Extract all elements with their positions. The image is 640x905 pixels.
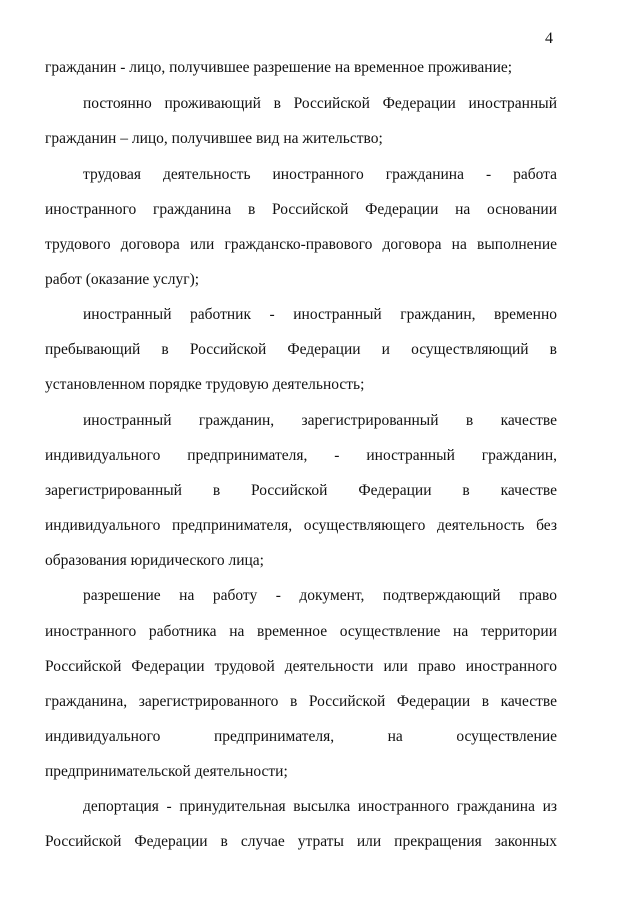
text-line: индивидуального предпринимателя, - иностранный гражданин, [45,447,557,464]
page-number: 4 [545,30,553,47]
text-line: иностранного гражданина в Российской Федерации на основании [45,201,557,218]
text-line: Российской Федерации трудовой деятельности или право иностранного [45,658,557,675]
text-line: работ (оказание услуг); [45,271,200,288]
text-line: иностранного работника на временное осуществление на территории [45,623,557,640]
paragraph-start-line: постоянно проживающий в Российской Федерации иностранный [83,95,557,112]
text-line: пребывающий в Российской Федерации и осуществляющий в [45,341,557,358]
text-line: предпринимательской деятельности; [45,763,288,780]
paragraph-start-line: депортация - принудительная высылка иностранного гражданина из [83,798,557,815]
text-line: трудового договора или гражданско-правового договора на выполнение [45,236,557,253]
paragraph-start-line: иностранный работник - иностранный гражданин, временно [83,306,557,323]
text-line: Российской Федерации в случае утраты или прекращения законных [45,833,557,850]
paragraph-start-line: трудовая деятельность иностранного гражданина - работа [83,166,557,183]
text-line: образования юридического лица; [45,552,264,569]
text-line: гражданин - лицо, получившее разрешение на временное проживание; [45,59,513,76]
paragraph-start-line: разрешение на работу - документ, подтверждающий право [83,587,557,604]
text-line: зарегистрированный в Российской Федерации в качестве [45,482,557,499]
text-line: гражданин – лицо, получившее вид на жительство; [45,130,383,147]
text-line: индивидуального предпринимателя, осуществляющего деятельность без [45,517,557,534]
text-line: индивидуального предпринимателя, на осуществление [45,728,557,745]
paragraph-start-line: иностранный гражданин, зарегистрированный в качестве [83,412,557,429]
text-line: установленном порядке трудовую деятельность; [45,376,365,393]
text-line: гражданина, зарегистрированного в Российской Федерации в качестве [45,693,557,710]
